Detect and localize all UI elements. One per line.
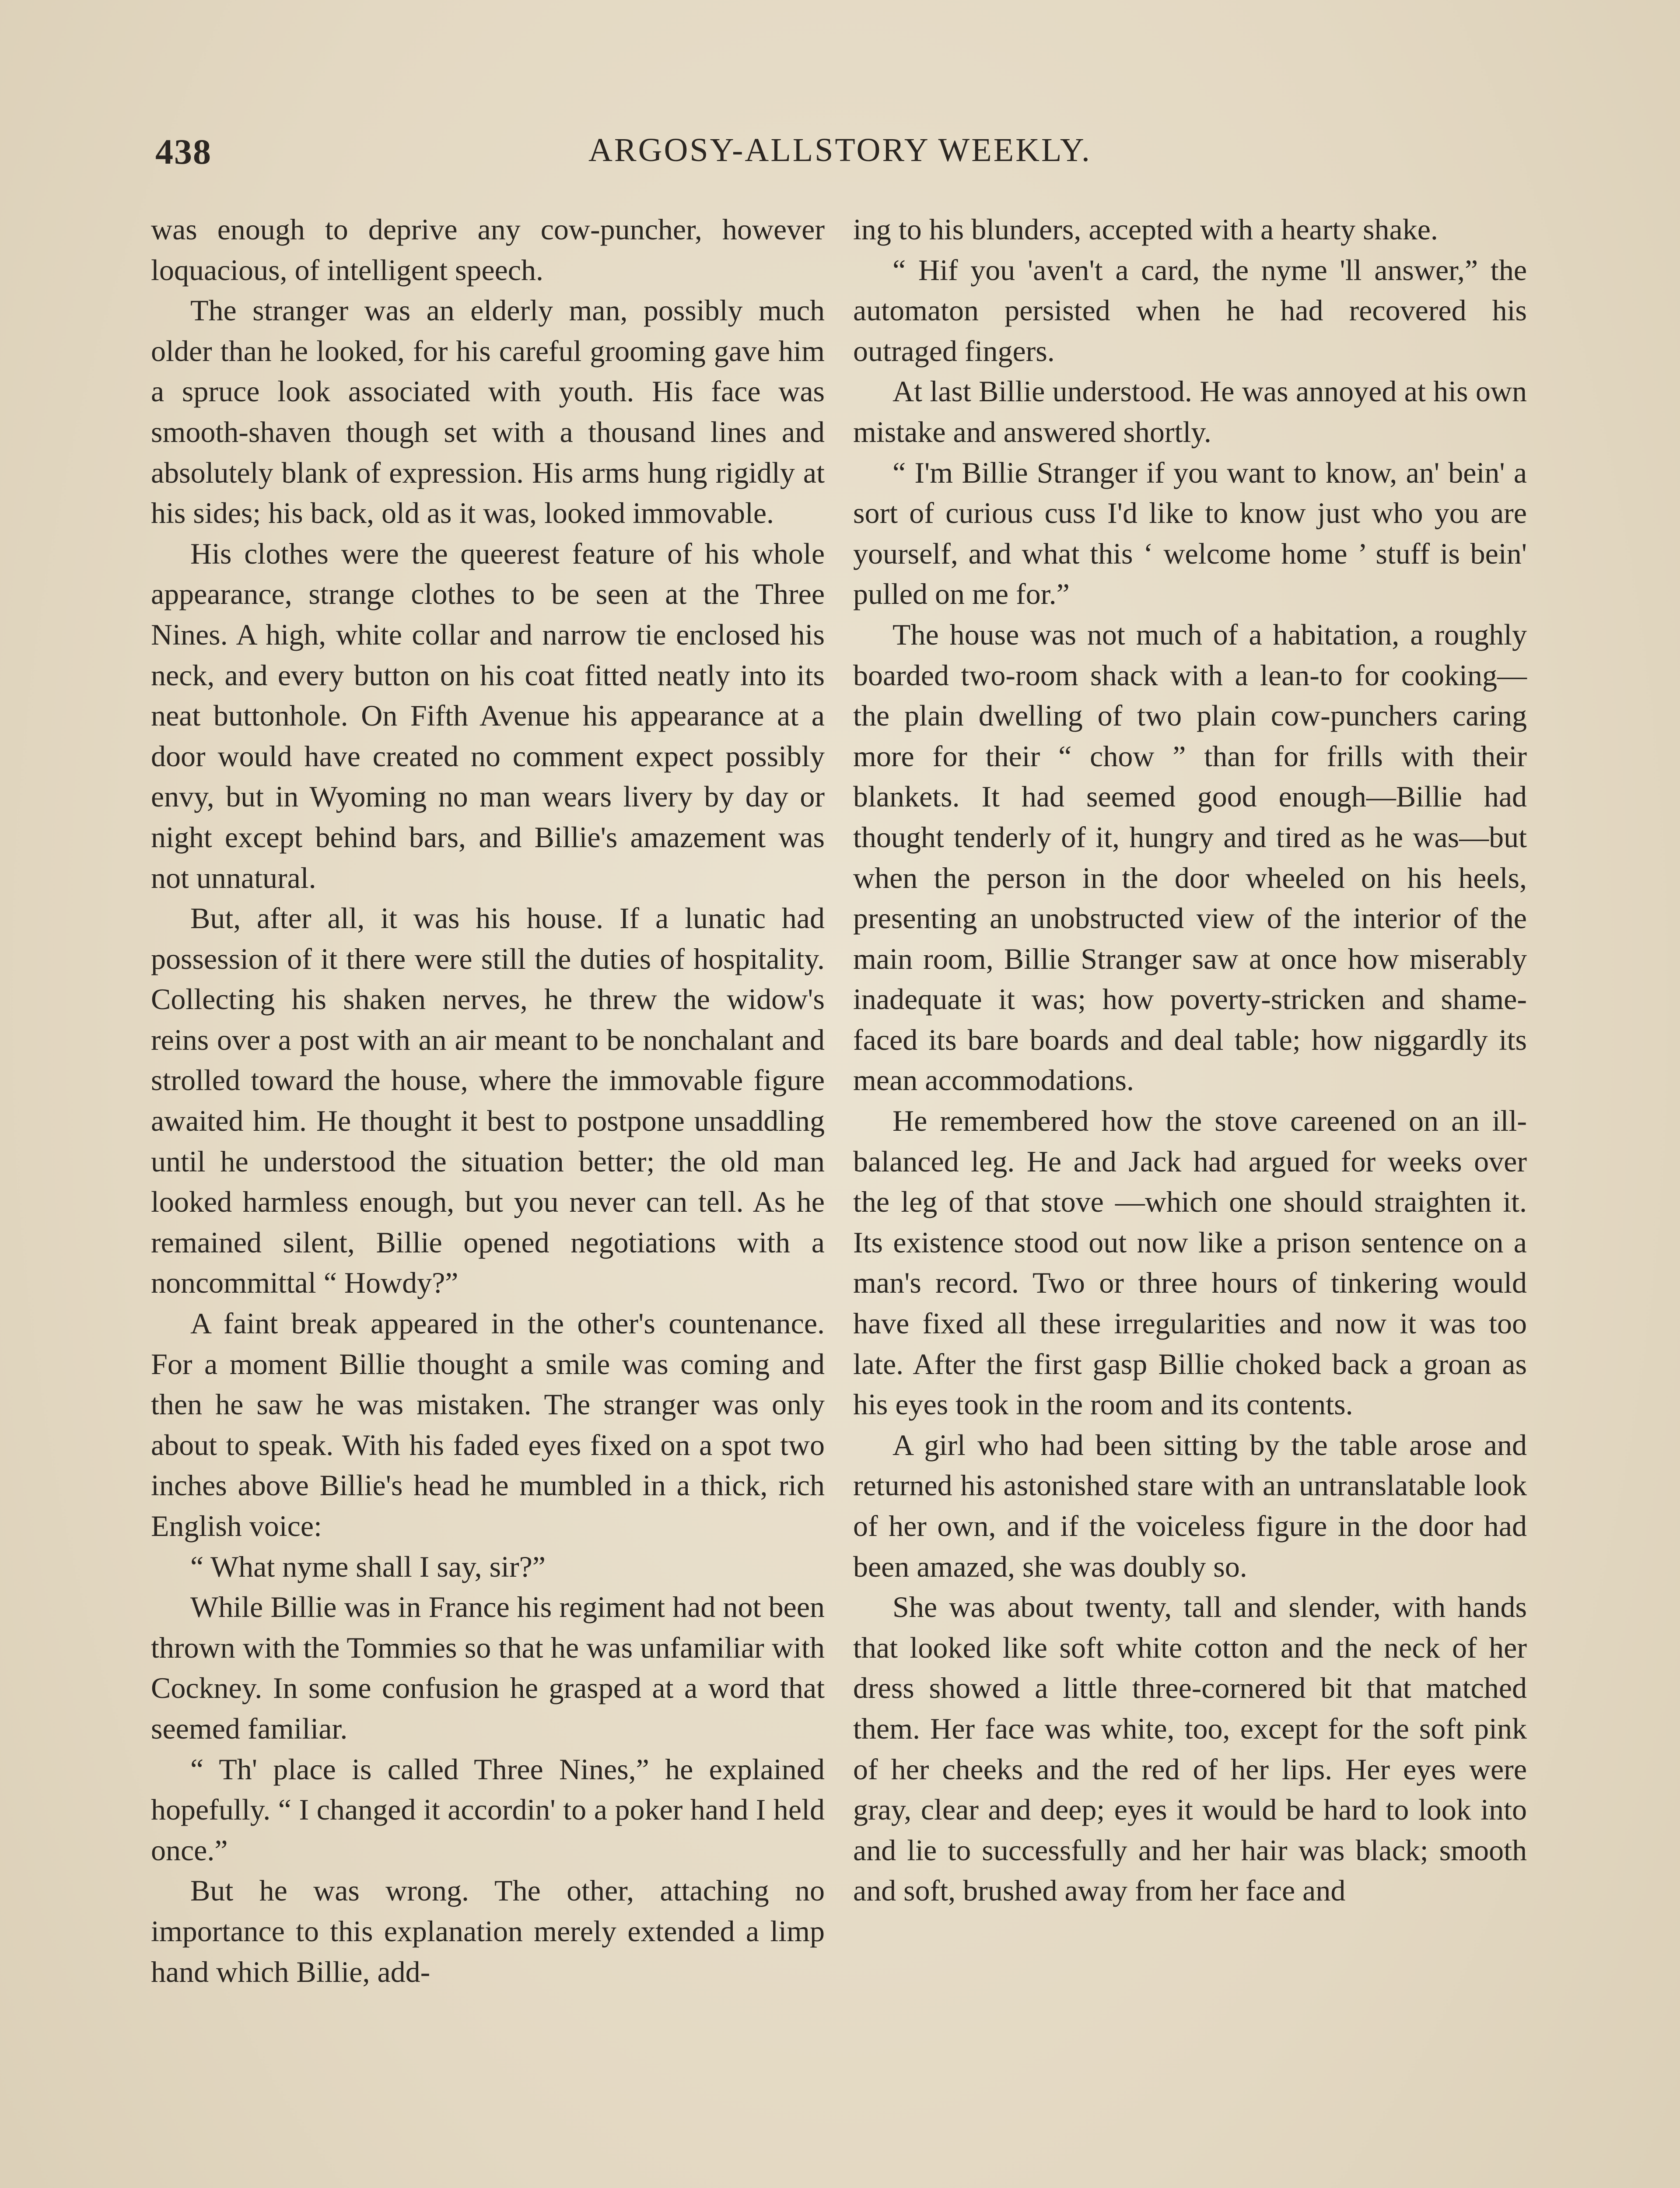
paragraph: While Billie was in France his regiment had not been thrown with the Tommies so that he was unfamiliar with Cockney. In some confusion he grasped at a word that seemed familiar. [151, 1590, 825, 1745]
paragraph: But, after all, it was his house. If a lunatic had possession of it there were still the duties of hospitality. Collecting his shaken nerves, he threw the widow's reins over a post with an air meant to be nonchalant and strolled toward the house, where the immovable figure awaited him. He thought it best to postpone unsaddling until he understood the situation better; the old man looked harmless enough, but you never can tell. As he remained silent, Billie opened negotiations with a noncommittal “ Howdy?” [151, 901, 825, 1300]
paragraph: ing to his blunders, accepted with a hearty shake. [853, 213, 1438, 246]
paragraph: The house was not much of a habitation, a roughly boarded two-room shack with a lean-to for cooking—the plain dwelling of two plain cow-punchers caring more for their “ chow ” than for frills with their blankets. It had seemed good enough—Billie had thought tenderly of it, hungry and tired as he was—but when the person in the door wheeled on his heels, presenting an unobstructed view of the interior of the main room, Billie Stranger saw at once how miserably inadequate it was; how poverty-stricken and shame-faced its bare boards and deal table; how niggardly its mean accommodations. [853, 617, 1527, 1097]
paragraph: But he was wrong. The other, attaching no importance to this explanation merely extended a limp hand which Billie, add- [151, 1874, 825, 1988]
paragraph: “ What nyme shall I say, sir?” [190, 1550, 546, 1583]
page-number: 438 [155, 132, 212, 172]
paragraph: The stranger was an elderly man, possibly much older than he looked, for his careful grooming gave him a spruce look associated with youth. His face was smooth-shaven though set with a thousand lines and absolutely blank of expression. His arms hung rigidly at his sides; his back, old as it was, looked immovable. [151, 294, 825, 530]
paragraph: At last Billie understood. He was annoyed at his own mistake and answered shortly. [853, 375, 1527, 449]
right-column [853, 209, 1527, 1911]
paragraph: was enough to deprive any cow-puncher, however loquacious, of intelligent speech. [151, 213, 825, 287]
paragraph: A faint break appeared in the other's countenance. For a moment Billie thought a smile was coming and then he saw he was mistaken. The stranger was only about to speak. With his faded eyes fixed on a spot two inches above Billie's head he mumbled in a thick, rich English voice: [151, 1307, 825, 1543]
running-head: ARGOSY-ALLSTORY WEEKLY. [588, 132, 1092, 168]
paragraph: A girl who had been sitting by the table arose and returned his astonished stare with an untranslatable look of her own, and if the voiceless figure in the door had been amazed, she was doubly so. [853, 1428, 1527, 1583]
left-column [151, 209, 825, 1992]
paragraph: “ Hif you 'aven't a card, the nyme 'll answer,” the automaton persisted when he had recovered his outraged fingers. [853, 253, 1527, 368]
paragraph: His clothes were the queerest feature of his whole appearance, strange clothes to be seen at the Three Nines. A high, white collar and narrow tie enclosed his neck, and every button on his coat fitted neatly into its neat buttonhole. On Fifth Avenue his appearance at a door would have created no comment expect possibly envy, but in Wyoming no man wears livery by day or night except behind bars, and Billie's amazement was not unnatural. [151, 536, 825, 894]
paragraph: She was about twenty, tall and slender, with hands that looked like soft white cotton and the neck of her dress showed a little three-cornered bit that matched them. Her face was white, too, except for the soft pink of her cheeks and the red of her lips. Her eyes were gray, clear and deep; eyes it would be hard to look into and lie to successfully and her hair was black; smooth and soft, brushed away from her face and [853, 1590, 1527, 1907]
paragraph: He remembered how the stove careened on an ill-balanced leg. He and Jack had argued for weeks over the leg of that stove —which one should straighten it. Its existence stood out now like a prison sentence on a man's record. Two or three hours of tinkering would have fixed all these irregularities and now it was too late. After the first gasp Billie choked back a groan as his eyes took in the room and its contents. [853, 1104, 1527, 1421]
paragraph: “ I'm Billie Stranger if you want to know, an' bein' a sort of curious cuss I'd like to know just who you are yourself, and what this ‘ welcome home ’ stuff is bein' pulled on me for.” [853, 456, 1527, 611]
page-header [155, 131, 1525, 179]
paragraph: “ Th' place is called Three Nines,” he explained hopefully. “ I changed it accordin' to a poker hand I held once.” [151, 1752, 825, 1867]
